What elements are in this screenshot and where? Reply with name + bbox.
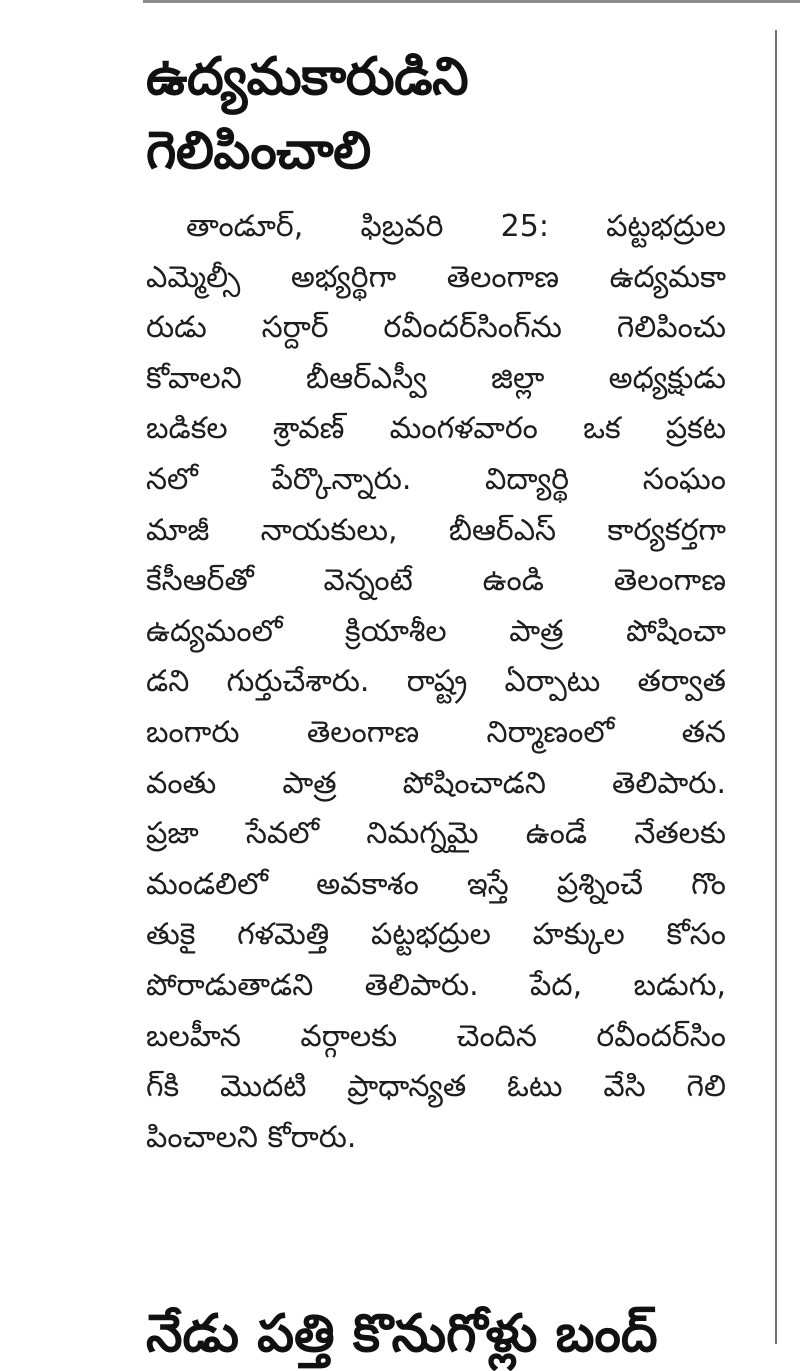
body-line: బడికల శ్రావణ్ మంగళవారం ఒక ప్రకట xyxy=(146,411,726,447)
article-headline xyxy=(146,40,726,188)
body-line: డని గుర్తుచేశారు. రాష్ట్ర ఏర్పాటు తర్వాత xyxy=(146,664,726,700)
body-line: ఎమ్మెల్సీ అభ్యర్థిగా తెలంగాణ ఉద్యమకా xyxy=(146,259,726,295)
column-divider xyxy=(775,30,777,1344)
body-line: వంతు పాత్ర పోషించాడని తెలిపారు. xyxy=(146,765,726,801)
body-line: బలహీన వర్గాలకు చెందిన రవీందర్‌సిం xyxy=(146,1018,726,1054)
news-article xyxy=(146,40,726,1163)
top-rule xyxy=(143,0,800,3)
article-body xyxy=(146,202,726,1163)
next-article-headline: నేడు పత్తి కొనుగోళ్లు బంద్ xyxy=(146,1304,658,1364)
body-line: మాజీ నాయకులు, బీఆర్ఎస్ కార్యకర్తగా xyxy=(146,512,726,548)
body-line: రుడు సర్దార్ రవీందర్‌సింగ్‌ను గెలిపించు xyxy=(146,310,726,346)
body-line: గ్‌కి మొదటి ప్రాధాన్యత ఓటు వేసి గెలి xyxy=(146,1069,726,1105)
body-line: ప్రజా సేవలో నిమగ్నమై ఉండే నేతలకు xyxy=(146,816,726,852)
body-line: బంగారు తెలంగాణ నిర్మాణంలో తన xyxy=(146,714,726,750)
body-line: పోరాడుతాడని తెలిపారు. పేద, బడుగు, xyxy=(146,967,726,1003)
headline-line-1: ఉద్యమకారుడిని xyxy=(146,47,469,107)
body-line: తాండూర్, ఫిబ్రవరి 25: పట్టభద్రుల xyxy=(186,209,726,244)
body-line: నలో పేర్కొన్నారు. విద్యార్థి సంఘం xyxy=(146,461,726,497)
body-line-last: పించాలని కోరారు. xyxy=(146,1119,357,1155)
body-line: తుకై గళమెత్తి పట్టభద్రుల హక్కుల కోసం xyxy=(146,917,726,953)
body-line: కోవాలని బీఆర్ఎస్వీ జిల్లా అధ్యక్షుడు xyxy=(146,360,726,396)
body-line: ఉద్యమంలో క్రియాశీల పాత్ర పోషించా xyxy=(146,613,726,649)
headline-line-2: గెలిపించాలి xyxy=(146,121,371,181)
body-line: కేసీఆర్‌తో వెన్నంటే ఉండి తెలంగాణ xyxy=(146,563,726,599)
body-line: మండలిలో అవకాశం ఇస్తే ప్రశ్నించే గొం xyxy=(146,866,726,902)
